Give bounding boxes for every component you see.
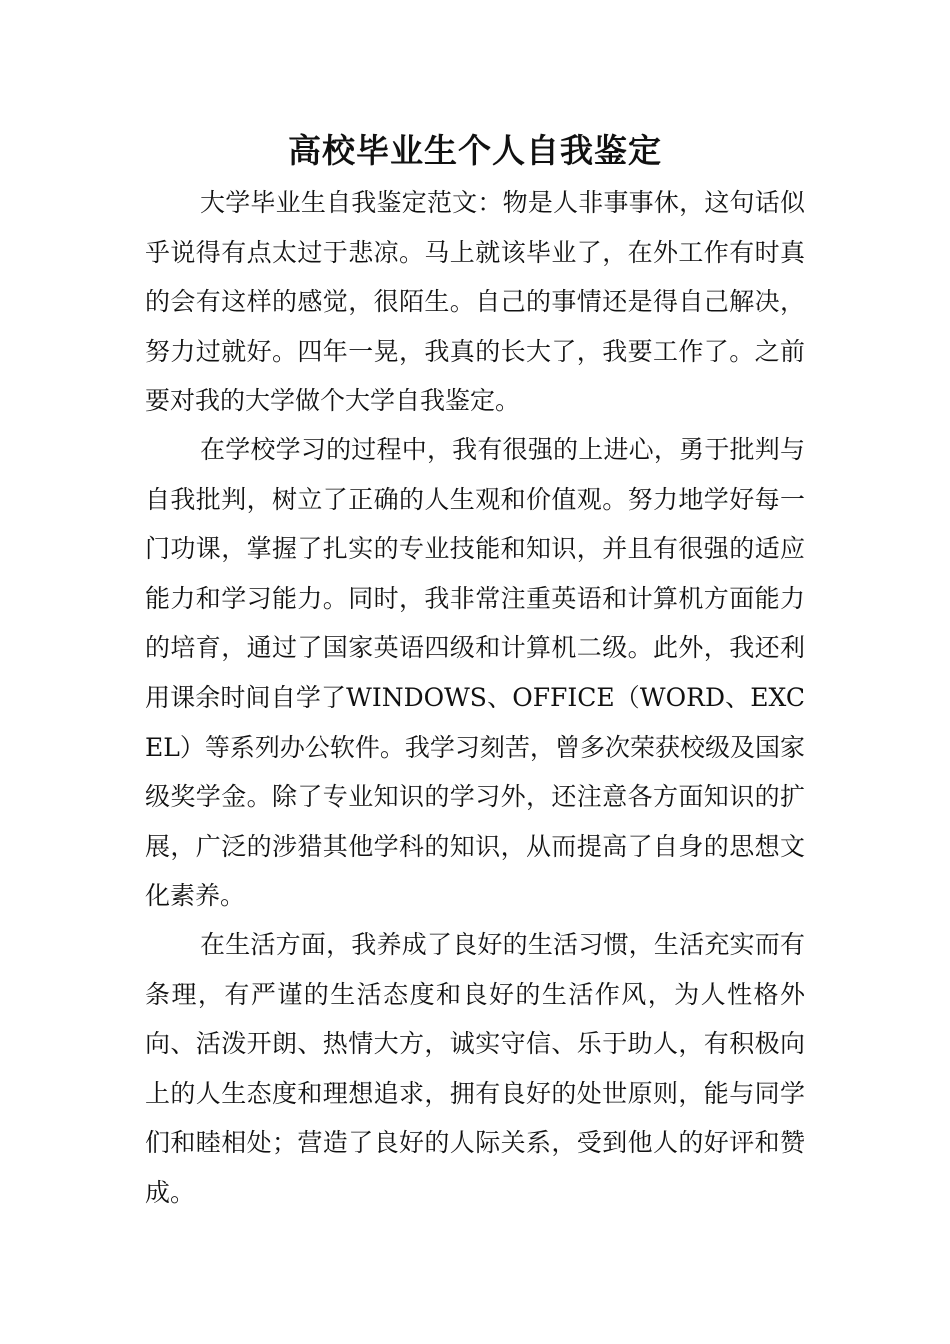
paragraph-intro: 大学毕业生自我鉴定范文：物是人非事事休，这句话似乎说得有点太过于悲凉。马上就该毕业了，在外工作有时真的会有这样的感觉，很陌生。自己的事情还是得自己解决，努力过就好。四年一晃，我真的长大了，我要工作了。之前要对我的大学做个大学自我鉴定。 bbox=[145, 188, 805, 416]
paragraph-life: 在生活方面，我养成了良好的生活习惯，生活充实而有条理，有严谨的生活态度和良好的生活作风，为人性格外向、活泼开朗、热情大方，诚实守信、乐于助人，有积极向上的人生态度和理想追求，拥有良好的处世原则，能与同学们和睦相处；营造了良好的人际关系，受到他人的好评和赞成。 bbox=[145, 930, 805, 1207]
document-title: 高校毕业生个人自我鉴定 bbox=[288, 131, 662, 170]
paragraph-study: 在学校学习的过程中，我有很强的上进心，勇于批判与自我批判，树立了正确的人生观和价值观。努力地学好每一门功课，掌握了扎实的专业技能和知识，并且有很强的适应能力和学习能力。同时，我非常注重英语和计算机方面能力的培育，通过了国家英语四级和计算机二级。此外，我还利用课余时间自学了WINDOWS、OFFICE（WORD、EXCEL）等系列办公软件。我学习刻苦，曾多次荣获校级及国家级奖学金。除了专业知识的学习外，还注意各方面知识的扩展，广泛的涉猎其他学科的知识，从而提高了自身的思想文化素养。 bbox=[145, 435, 805, 911]
